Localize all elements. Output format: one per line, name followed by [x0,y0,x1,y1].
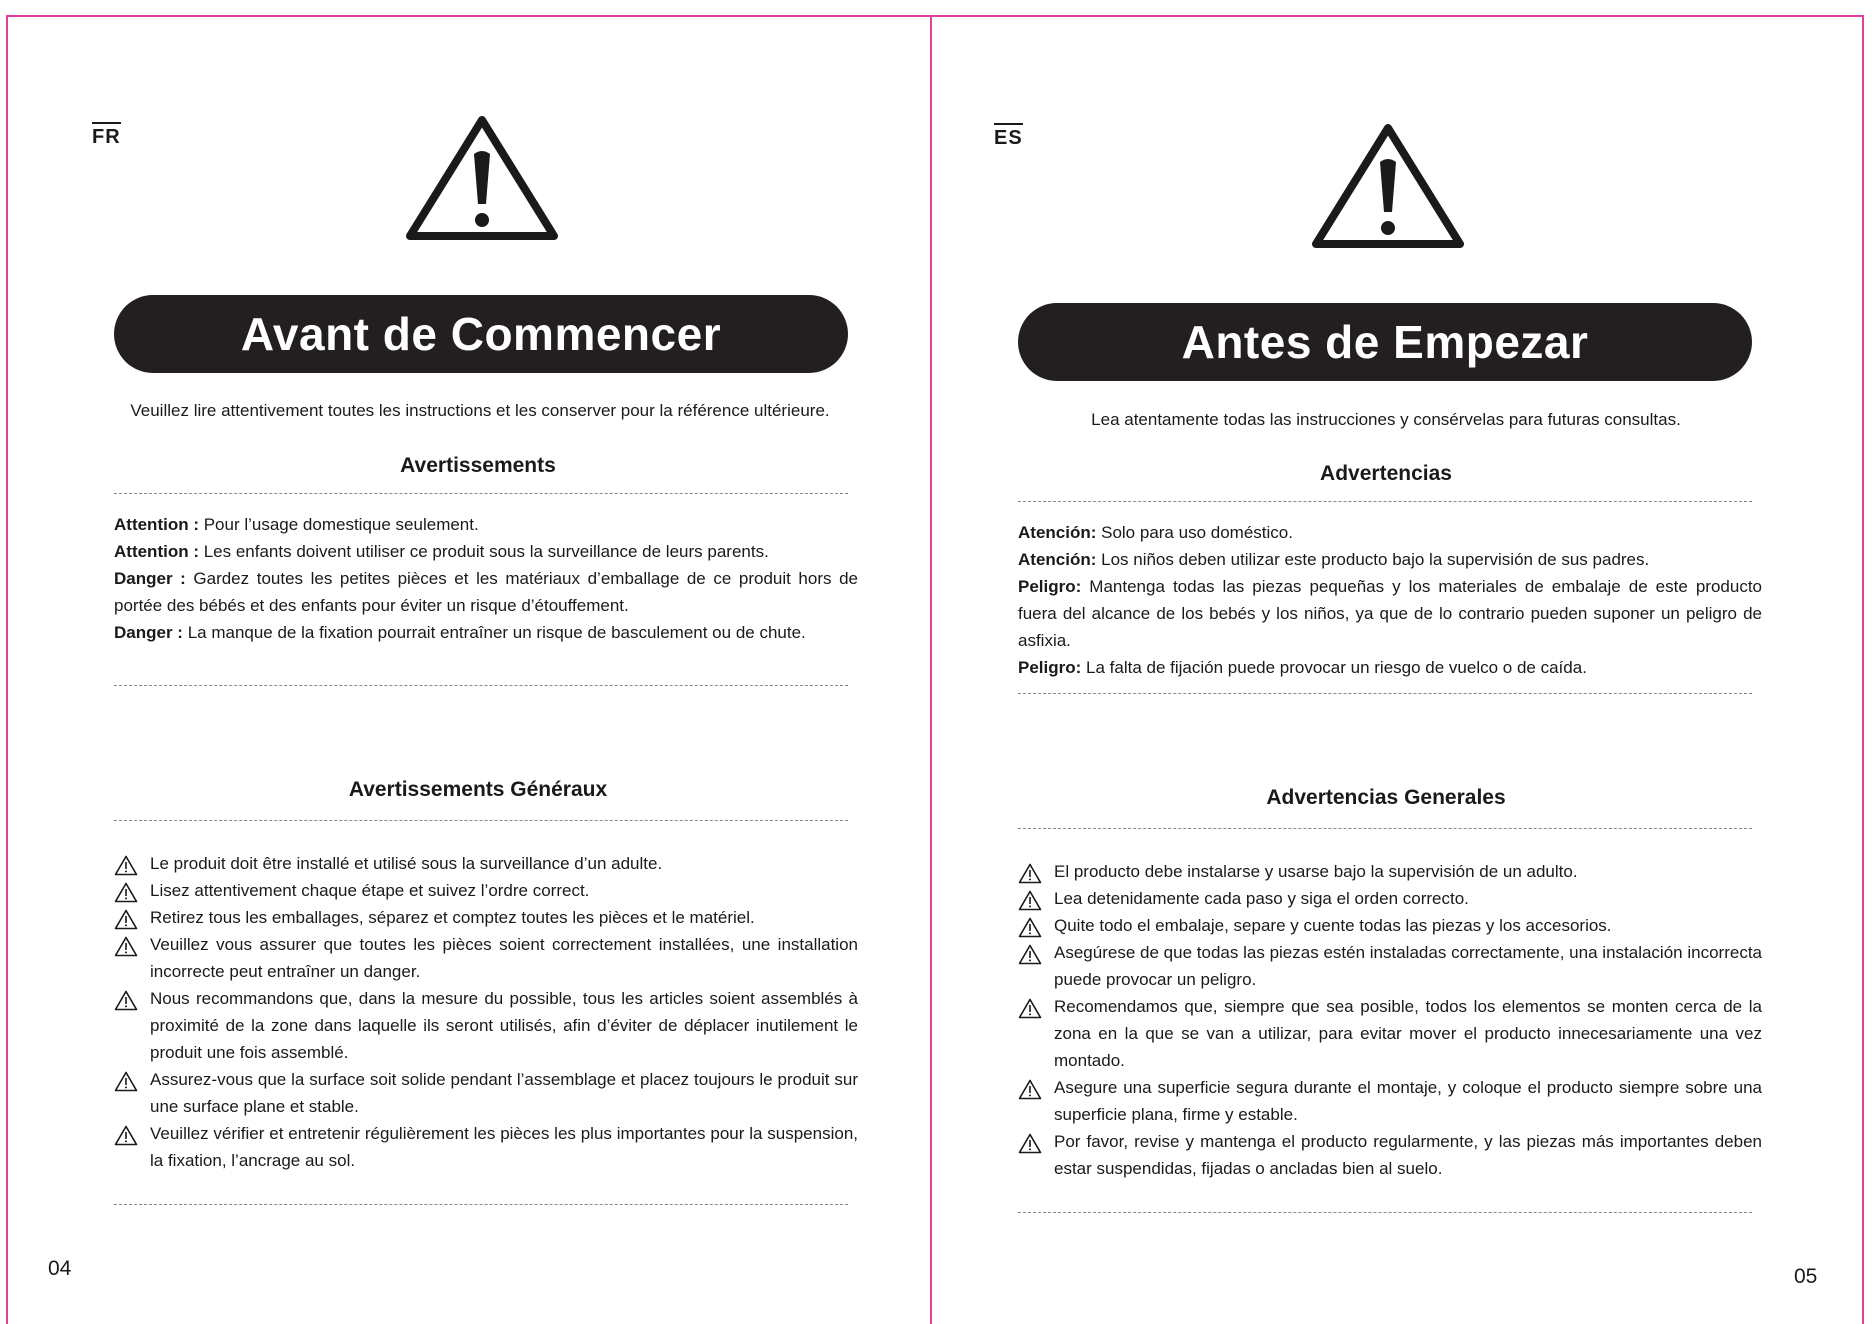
warnings-block [114,511,858,646]
warning-triangle-icon [114,882,138,903]
warning-triangle-icon [114,909,138,930]
warnings-block [1018,519,1762,681]
warning-triangle-icon [1018,917,1042,938]
divider [1018,501,1752,502]
list-item: Veuillez vous assurer que toutes les pièces soient correctement installées, une installation incorrecte peut entraîner un danger. [114,931,858,985]
warning-triangle-icon [114,1071,138,1092]
divider [114,493,848,494]
warning-line: Danger : Gardez toutes les petites pièces et les matériaux d’emballage de ce produit hors de portée des bébés et des enfants pour éviter un risque d’étouffement. [114,569,858,615]
general-warnings-heading: Advertencias Generales [1266,786,1506,809]
page-title: Antes de Empezar [1018,303,1752,381]
warning-triangle-icon [1018,890,1042,911]
divider [1018,828,1752,829]
page-title: Avant de Commencer [114,295,848,373]
general-warnings-heading: Avertissements Généraux [348,778,608,801]
warning-line: Atención: Solo para uso doméstico. [1018,523,1293,542]
warning-triangle-icon [114,936,138,957]
list-item: Veuillez vérifier et entretenir régulièrement les pièces les plus importantes pour la suspension, la fixation, l’ancrage au sol. [114,1120,858,1174]
list-item: Lisez attentivement chaque étape et suivez l’ordre correct. [114,877,858,904]
warnings-heading: Avertissements [400,454,556,477]
warning-triangle-icon [114,1125,138,1146]
warnings-heading: Advertencias [1320,462,1452,485]
warning-triangle-icon [1018,998,1042,1019]
list-item: Lea detenidamente cada paso y siga el orden correcto. [1018,885,1762,912]
list-item: Por favor, revise y mantenga el producto regularmente, y las piezas más importantes deben estar suspendidas, fijadas o ancladas bien al suelo. [1018,1128,1762,1182]
intro-text: Lea atentamente todas las instrucciones y consérvelas para futuras consultas. [1091,410,1681,429]
list-item: Quite todo el embalaje, separe y cuente todas las piezas y los accesorios. [1018,912,1762,939]
warning-line: Atención: Los niños deben utilizar este producto bajo la supervisión de sus padres. [1018,550,1650,569]
warning-triangle-icon [1308,120,1468,250]
page-es [936,0,1872,1324]
divider [1018,1212,1752,1213]
list-item: Recomendamos que, siempre que sea posible, todos los elementos se monten cerca de la zona en la que se van a utilizar, para evitar mover el producto innecesariamente una vez montado. [1018,993,1762,1074]
general-warnings-list [114,850,858,1174]
intro-text: Veuillez lire attentivement toutes les instructions et les conserver pour la référence ultérieure. [130,401,830,420]
list-item: Nous recommandons que, dans la mesure du possible, tous les articles soient assemblés à proximité de la zone dans laquelle ils seront utilisés, afin d’éviter de déplacer inutilement le produit une fois assemblé. [114,985,858,1066]
page-number: 05 [1794,1265,1818,1288]
warning-triangle-icon [402,112,562,242]
list-item: Retirez tous les emballages, séparez et comptez toutes les pièces et le matériel. [114,904,858,931]
warning-triangle-icon [1018,863,1042,884]
warning-triangle-icon [114,855,138,876]
divider [114,685,848,686]
language-tag: FR [92,122,121,147]
list-item: El producto debe instalarse y usarse bajo la supervisión de un adulto. [1018,858,1762,885]
warning-line: Danger : La manque de la fixation pourrait entraîner un risque de basculement ou de chute. [114,623,806,642]
general-warnings-list [1018,858,1762,1182]
warning-line: Attention : Les enfants doivent utiliser ce produit sous la surveillance de leurs parents. [114,542,769,561]
divider [1018,693,1752,694]
list-item: Assurez-vous que la surface soit solide pendant l’assemblage et placez toujours le produit sur une surface plane et stable. [114,1066,858,1120]
warning-line: Peligro: La falta de fijación puede provocar un riesgo de vuelco o de caída. [1018,658,1587,677]
list-item: Le produit doit être installé et utilisé sous la surveillance d’un adulte. [114,850,858,877]
divider [114,820,848,821]
page-number: 04 [48,1257,72,1280]
warning-line: Attention : Pour l’usage domestique seulement. [114,515,479,534]
warning-triangle-icon [1018,1133,1042,1154]
language-tag: ES [994,123,1023,148]
warning-triangle-icon [1018,1079,1042,1100]
warning-triangle-icon [1018,944,1042,965]
warning-line: Peligro: Mantenga todas las piezas pequeñas y los materiales de embalaje de este producto fuera del alcance de los bebés y los niños, ya que de lo contrario pueden suponer un peligro de asfixia. [1018,577,1762,650]
divider [114,1204,848,1205]
list-item: Asegúrese de que todas las piezas estén instaladas correctamente, una instalación incorrecta puede provocar un peligro. [1018,939,1762,993]
list-item: Asegure una superficie segura durante el montaje, y coloque el producto siempre sobre una superficie plana, firme y estable. [1018,1074,1762,1128]
warning-triangle-icon [114,990,138,1011]
